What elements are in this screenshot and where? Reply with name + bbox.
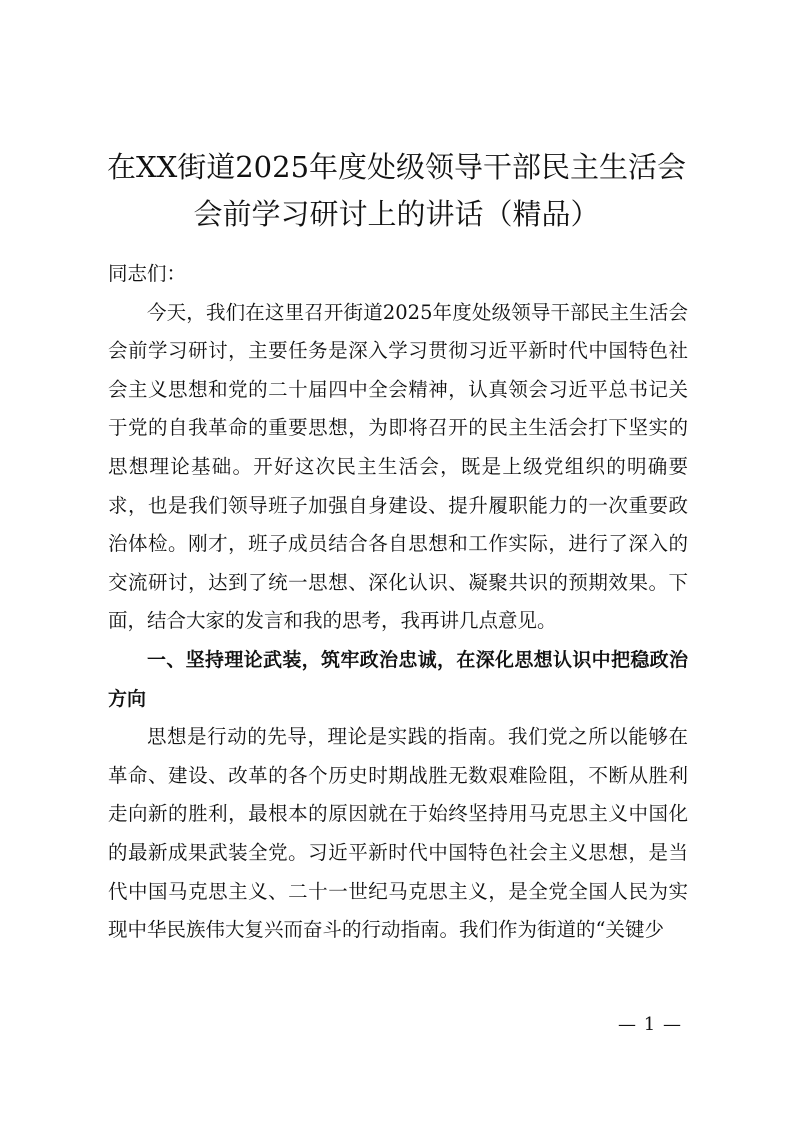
paragraph-section-1: 思想是行动的先导，理论是实践的指南。我们党之所以能够在革命、建设、改革的各个历史时期战胜无数艰难险阻，不断从胜利走向新的胜利，最根本的原因就在于始终坚持用马克思主义中国化的最新成果武装全党。习近平新时代中国特色社会主义思想，是当代中国马克思主义、二十一世纪马克思主义，是全党全国人民为实现中华民族伟大复兴而奋斗的行动指南。我们作为街道的“关键少: [108, 725, 688, 942]
document-title: [90, 144, 703, 238]
section-heading-1: 一、坚持理论武装，筑牢政治忠诚，在深化思想认识中把稳政治方向: [108, 648, 688, 710]
page-number: — 1 —: [618, 1014, 682, 1035]
greeting: 同志们：: [108, 262, 187, 285]
paragraph-intro: 今天，我们在这里召开街道2025年度处级领导干部民主生活会会前学习研讨，主要任务是深入学习贯彻习近平新时代中国特色社会主义思想和党的二十届四中全会精神，认真领会习近平总书记关于党的自我革命的重要思想，为即将召开的民主生活会打下坚实的思想理论基础。开好这次民主生活会，既是上级党组织的明确要求，也是我们领导班子加强自身建设、提升履职能力的一次重要政治体检。刚才，班子成员结合各自思想和工作实际，进行了深入的交流研讨，达到了统一思想、深化认识、凝聚共识的预期效果。下面，结合大家的发言和我的思考，我再讲几点意见。: [108, 300, 688, 633]
document-body: [108, 255, 688, 950]
title-line-1: 在XX街道2025年度处级领导干部民主生活会: [106, 150, 687, 184]
title-line-2: 会前学习研讨上的讲话（精品）: [193, 197, 600, 231]
